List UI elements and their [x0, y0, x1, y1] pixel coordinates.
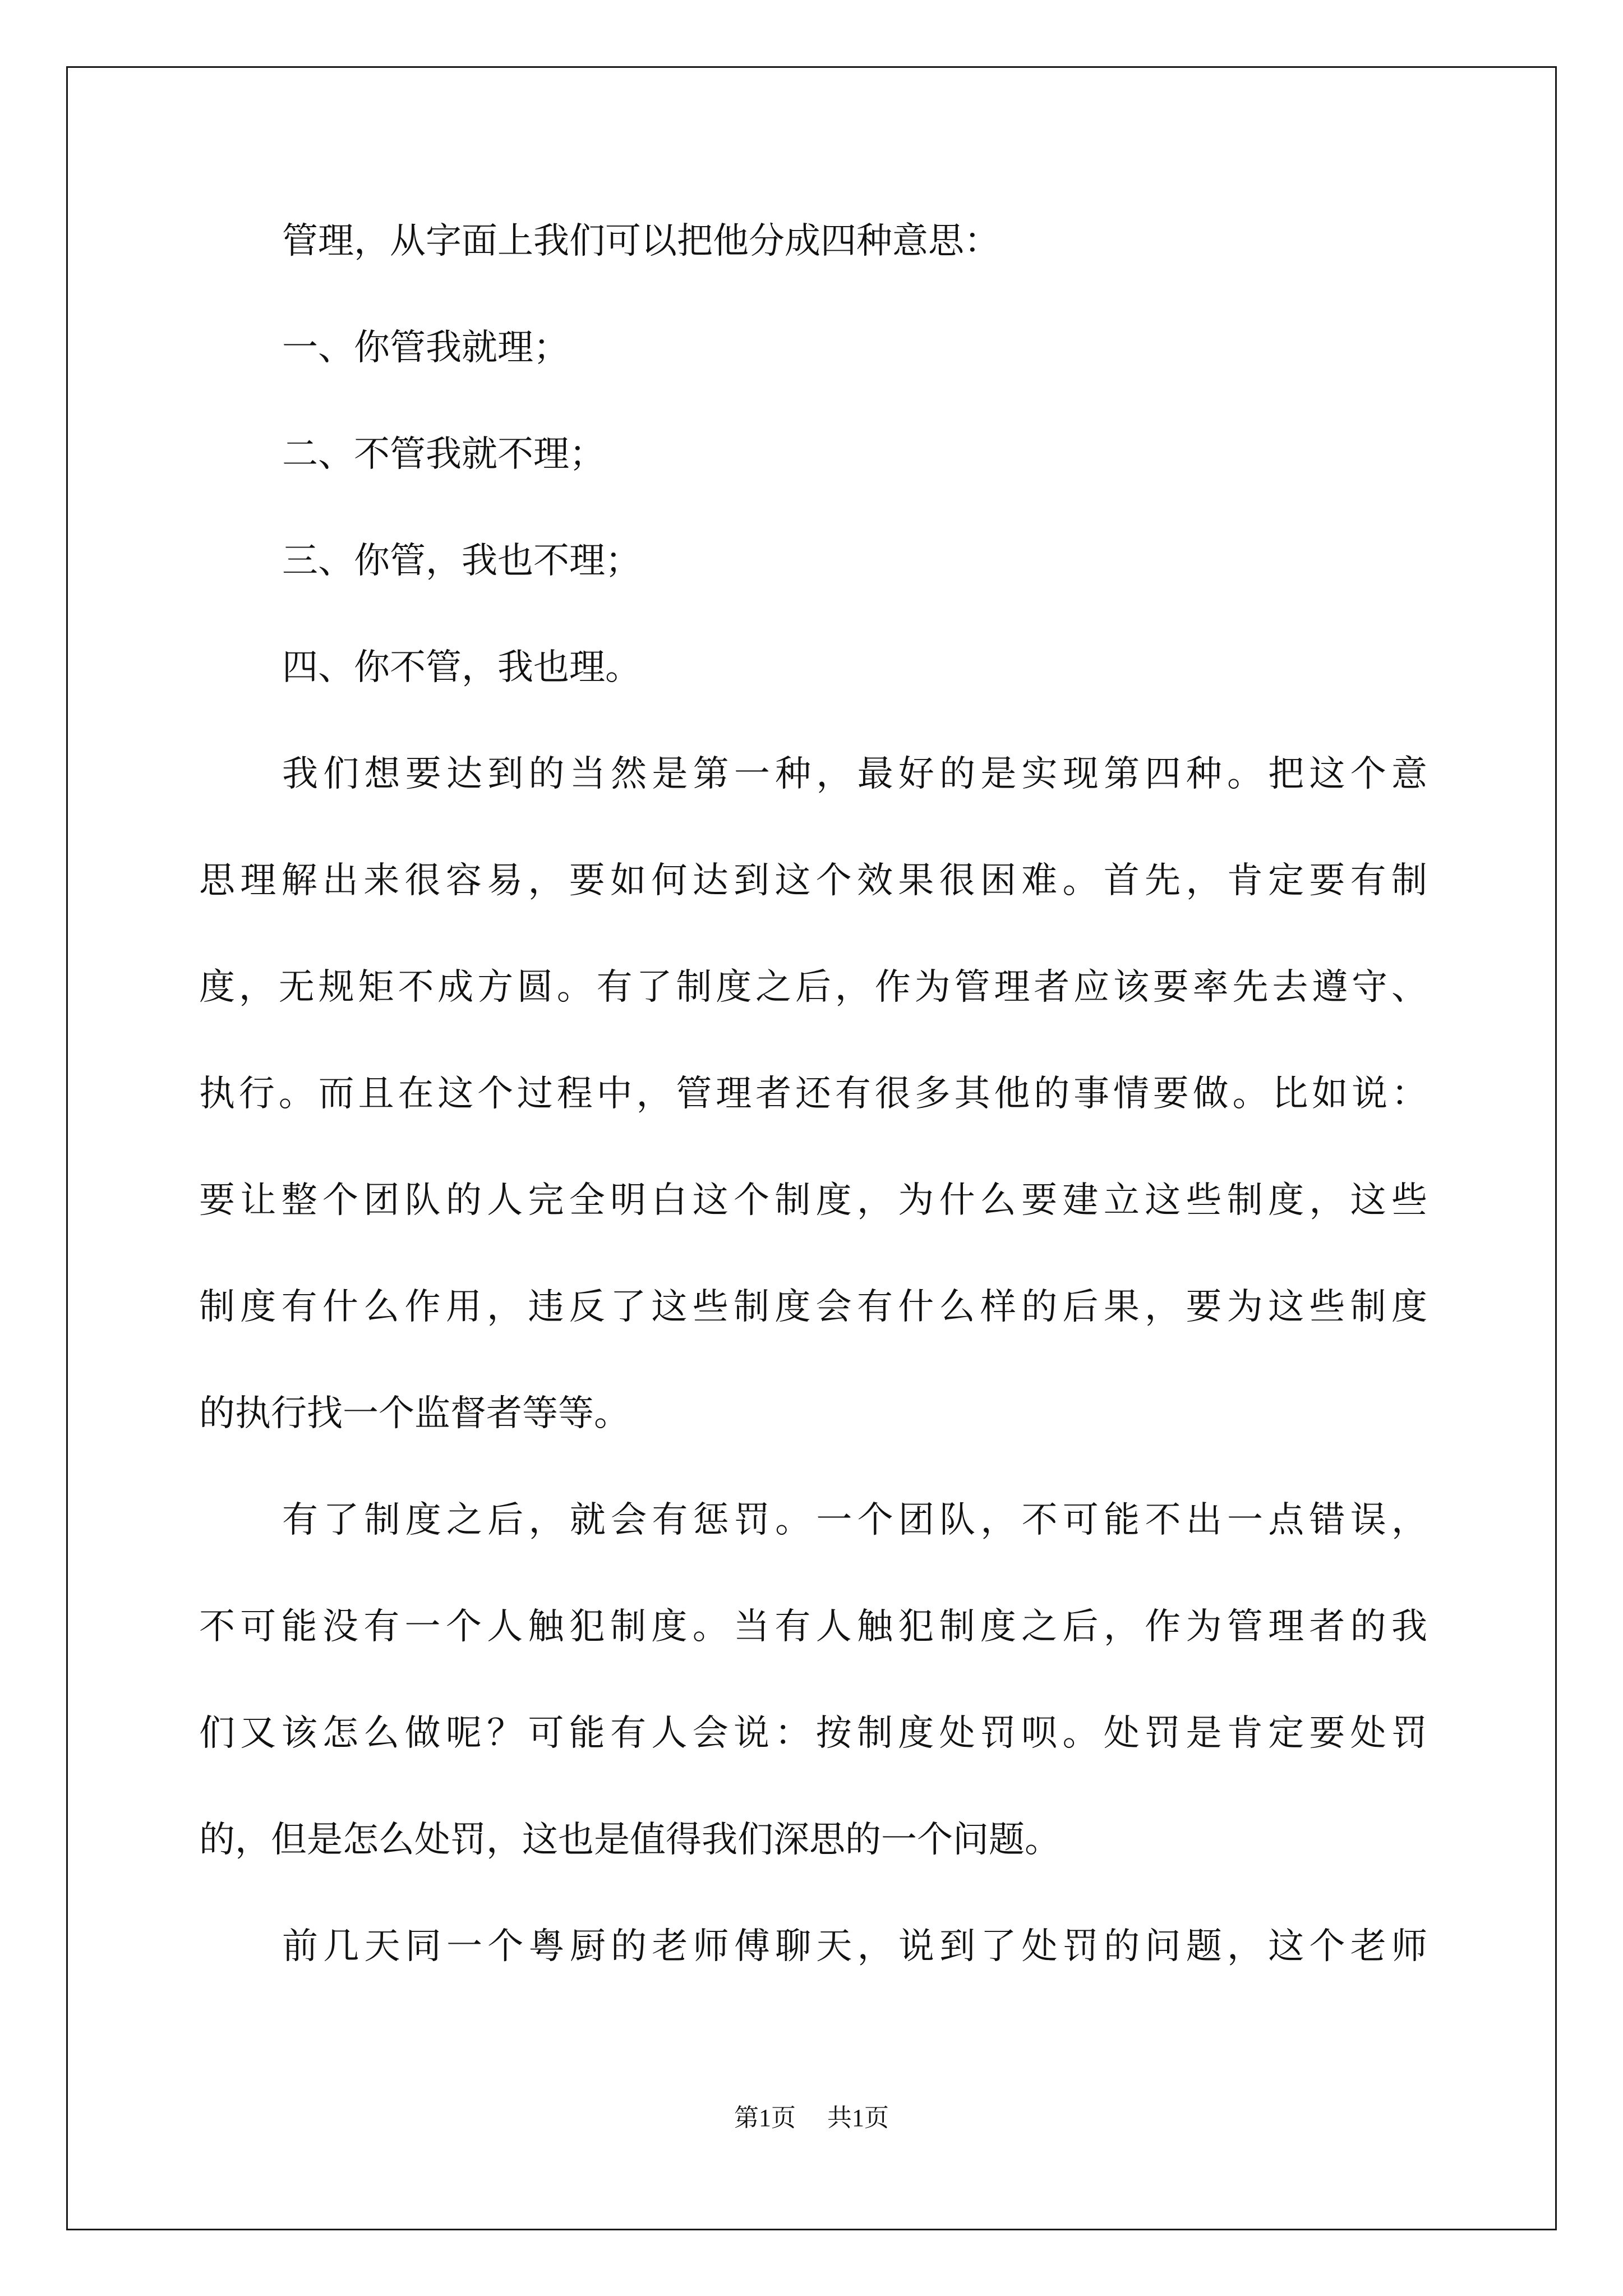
paragraph-line: 制度有什么作用，违反了这些制度会有什么样的后果，要为这些制度	[199, 1286, 1427, 1328]
paragraph-line: 不可能没有一个人触犯制度。当有人触犯制度之后，作为管理者的我	[199, 1606, 1427, 1648]
paragraph-line: 执行。而且在这个过程中，管理者还有很多其他的事情要做。比如说：	[199, 1073, 1427, 1115]
paragraph-line: 我们想要达到的当然是第一种，最好的是实现第四种。把这个意	[282, 753, 1427, 795]
paragraph-line: 前几天同一个粤厨的老师傅聊天，说到了处罚的问题，这个老师	[282, 1926, 1427, 1967]
paragraph-line: 思理解出来很容易，要如何达到这个效果很困难。首先，肯定要有制	[199, 860, 1427, 901]
paragraph-line: 四、你不管，我也理。	[282, 647, 641, 688]
paragraph-line: 的执行找一个监督者等等。	[199, 1393, 630, 1434]
paragraph-line: 度，无规矩不成方圆。有了制度之后，作为管理者应该要率先去遵守、	[199, 967, 1427, 1008]
page-footer	[0, 2102, 1623, 2134]
paragraph-line: 要让整个团队的人完全明白这个制度，为什么要建立这些制度，这些	[199, 1180, 1427, 1221]
paragraph-line: 们又该怎么做呢？可能有人会说：按制度处罚呗。处罚是肯定要处罚	[199, 1713, 1427, 1754]
page-number-current: 第1页	[734, 2104, 796, 2132]
paragraph-line: 的，但是怎么处罚，这也是值得我们深思的一个问题。	[199, 1819, 1061, 1861]
paragraph-line: 有了制度之后，就会有惩罚。一个团队，不可能不出一点错误，	[282, 1499, 1427, 1541]
page-border	[66, 66, 1557, 2230]
paragraph-line: 二、不管我就不理；	[282, 434, 605, 475]
paragraph-line: 一、你管我就理；	[282, 327, 569, 369]
page-number-total: 共1页	[827, 2104, 889, 2132]
paragraph-line: 管理，从字面上我们可以把他分成四种意思：	[282, 220, 1000, 262]
paragraph-line: 三、你管，我也不理；	[282, 540, 641, 582]
